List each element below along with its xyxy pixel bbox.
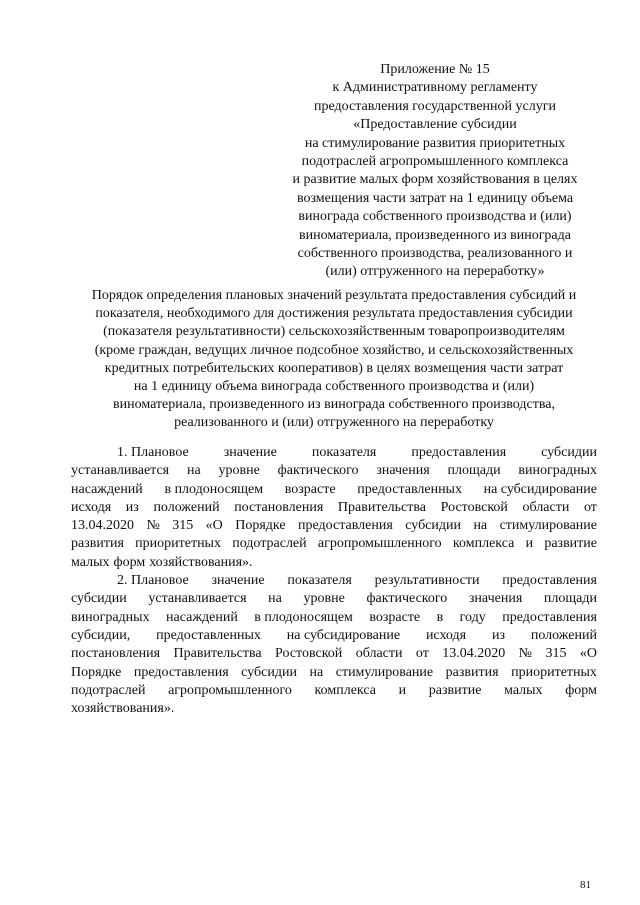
word: стимулирование [335, 664, 434, 680]
word: и [398, 682, 407, 698]
appendix-line: виноматериала, произведенного из винограда [298, 227, 571, 243]
word: 1. Плановое [117, 445, 189, 460]
paragraph-line [71, 590, 597, 608]
paragraph-line [71, 535, 597, 553]
title-line: кредитных потребительских кооперативов) в целях возмещения части затрат [104, 360, 564, 376]
word: Ростовской [275, 646, 343, 662]
title-line: показателя, необходимого для достижения результата предоставления субсидии [95, 306, 573, 322]
word: № [146, 518, 160, 534]
title-line: (кроме граждан, ведущих личное подсобное хозяйство, и сельскохозяйственных [94, 342, 574, 358]
appendix-header [270, 61, 600, 282]
word: на [309, 664, 324, 680]
word: показателя [311, 445, 377, 460]
paragraph-line [71, 682, 597, 700]
word: площади [447, 463, 501, 479]
word: положений [153, 499, 220, 515]
title-line: реализованного и (или) отгруженного на переработку [174, 415, 494, 431]
appendix-line: собственного производства, реализованного и [297, 246, 573, 262]
paragraph-line [71, 554, 597, 572]
word: значение [211, 573, 265, 589]
word: хозяйствования». [71, 701, 175, 717]
word: предоставления [502, 609, 597, 625]
word: 13.04.2020 [71, 518, 134, 534]
word: на [473, 518, 488, 534]
word: предоставления [502, 573, 597, 589]
word: развития [445, 664, 499, 680]
word: форм [565, 682, 597, 698]
word: постановления [71, 646, 161, 662]
word: Правительства [173, 646, 262, 662]
title-line: виноматериала, произведенного из винограда собственного производства, [112, 397, 555, 413]
word: Ростовской [440, 499, 508, 515]
appendix-line: к Административному регламенту [332, 80, 538, 96]
word: году [459, 609, 486, 625]
word: приоритетных [135, 536, 221, 552]
word: комплекса [314, 682, 376, 698]
appendix-line: и развитие малых форм хозяйствования в целях [292, 172, 578, 188]
word: на субсидирование [483, 481, 597, 497]
word: возрасте [284, 481, 336, 497]
word: Порядке [235, 518, 286, 534]
word: развития [71, 536, 124, 552]
title-line: (показателя результативности) сельскохозяйственным товаропроизводителям [103, 324, 565, 340]
paragraph-line [71, 700, 597, 718]
word: приоритетных [511, 664, 597, 680]
word: от [583, 499, 597, 515]
word: показателя [287, 573, 352, 589]
word: субсидии [71, 591, 127, 607]
word: малых [504, 682, 543, 698]
word: уровне [303, 591, 345, 607]
word: в плодоносящем [164, 481, 264, 497]
paragraph [71, 572, 597, 718]
paragraph-line [71, 481, 597, 499]
document-body [71, 444, 597, 718]
word: подотраслей [232, 536, 307, 552]
title-line: на 1 единицу объема винограда собственного производства и (или) [133, 379, 535, 395]
word: «О [579, 646, 597, 662]
word: виноградных [518, 463, 597, 479]
word: положений [530, 627, 597, 643]
word: на [186, 463, 201, 479]
word: на субсидирование [286, 627, 401, 643]
word: значения [468, 591, 523, 607]
word: результативности [374, 573, 480, 589]
word: субсидии, [71, 627, 131, 643]
word: «О [205, 518, 223, 534]
word: в [436, 609, 444, 625]
word: и [525, 536, 534, 552]
appendix-line: (или) отгруженного на переработку» [325, 264, 545, 280]
word: хозяйствования». [149, 554, 253, 570]
word: устанавливается [148, 591, 247, 607]
word: на [268, 591, 282, 607]
word: № [518, 646, 533, 662]
word: возрасте [369, 609, 421, 625]
paragraph-line [71, 664, 597, 682]
paragraph-line [71, 609, 597, 627]
word: от [415, 646, 429, 662]
word: значения [376, 463, 430, 479]
appendix-line: подотраслей агропромышленного комплекса [301, 154, 569, 170]
word: предоставления [411, 445, 507, 460]
word: малых [71, 554, 110, 570]
word: предоставления [133, 664, 229, 680]
word: развитие [544, 536, 597, 552]
word: агропромышленного [317, 536, 442, 552]
word: устанавливается [71, 463, 170, 479]
word: значение [223, 445, 277, 460]
word: 2. Плановое [117, 573, 189, 589]
word: субсидии [405, 518, 461, 534]
paragraph-line [71, 517, 597, 535]
paragraph-line [71, 462, 597, 480]
paragraph-line [71, 572, 597, 590]
word: исходя [425, 627, 467, 643]
word: стимулирование [499, 518, 597, 534]
word: в плодоносящем [254, 609, 353, 625]
appendix-line: возмещения части затрат на 1 единицу объема [296, 190, 574, 206]
word: предоставления [298, 518, 393, 534]
word: субсидии [541, 445, 597, 460]
word: агропромышленного [168, 682, 292, 698]
word: фактического [277, 463, 359, 479]
word: 13.04.2020 [442, 646, 506, 662]
paragraph-line [71, 645, 597, 663]
word: субсидии [241, 664, 297, 680]
word: предоставленных [357, 481, 462, 497]
document-title [60, 287, 608, 433]
appendix-line: «Предоставление субсидии [353, 117, 517, 133]
appendix-line: на стимулирование развития приоритетных [304, 135, 566, 151]
word: насаждений [166, 609, 238, 625]
word: области [522, 499, 570, 515]
paragraph-line [71, 444, 597, 462]
word: фактического [366, 591, 448, 607]
paragraph-line [71, 499, 597, 517]
appendix-line: Приложение № 15 [380, 62, 490, 77]
word: Порядке [71, 664, 122, 680]
word: площади [543, 591, 597, 607]
paragraph [71, 444, 597, 572]
word: Правительства [337, 499, 427, 515]
word: 315 [545, 646, 567, 662]
word: подотраслей [71, 682, 146, 698]
word: уровне [218, 463, 260, 479]
word: постановления [234, 499, 324, 515]
word: из [125, 499, 139, 515]
word: 315 [172, 518, 194, 534]
appendix-line: винограда собственного производства и (или) [298, 209, 572, 225]
word: предоставленных [156, 627, 261, 643]
word: комплекса [452, 536, 515, 552]
word: виноградных [71, 609, 150, 625]
page-number: 81 [580, 879, 591, 891]
word: насаждений [71, 481, 143, 497]
word: развитие [428, 682, 482, 698]
appendix-line: предоставления государственной услуги [314, 98, 556, 114]
title-line: Порядок определения плановых значений результата предоставления субсидий и [91, 288, 577, 303]
word: области [355, 646, 403, 662]
word: исходя [71, 499, 112, 515]
word: форм [113, 554, 146, 570]
word: из [491, 627, 505, 643]
paragraph-line [71, 627, 597, 645]
